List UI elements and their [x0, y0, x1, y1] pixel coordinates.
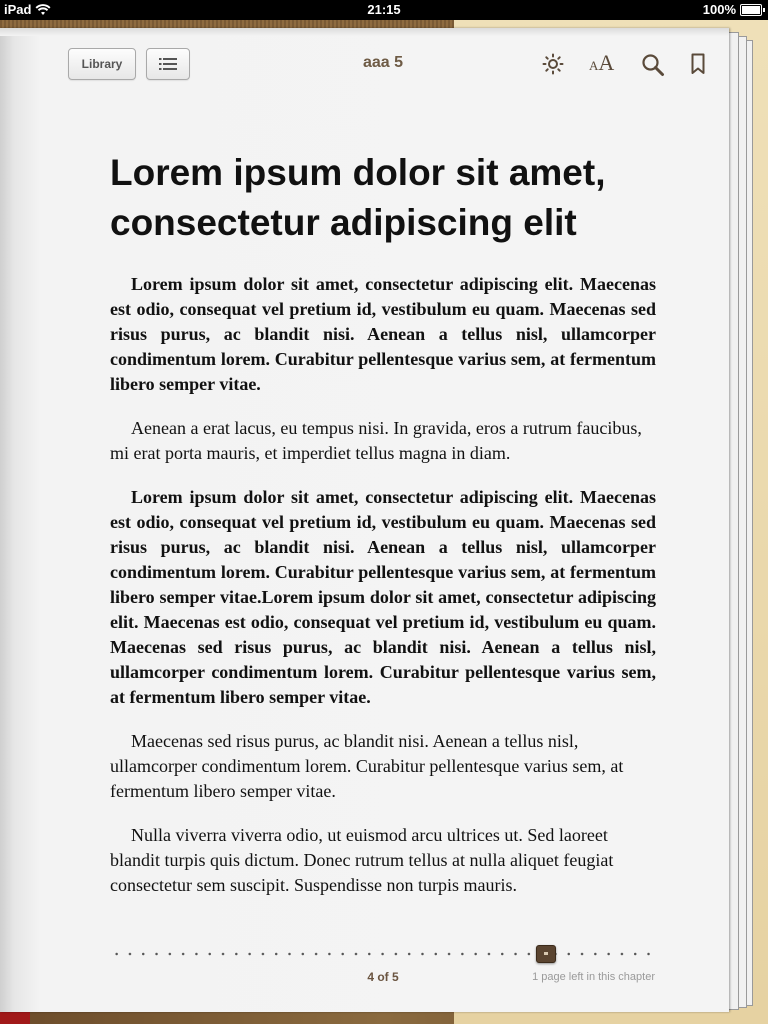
- page-scrubber-knob[interactable]: [536, 945, 556, 963]
- paragraph: Lorem ipsum dolor sit amet, consectetur adipiscing elit. Maecenas est odio, consequat vel pretium id, vestibulum eu quam. Maecenas sed risus purus, ac blandit nisi. Aenean a tellus nisl, ullamcorper condimentum lorem. Curabitur pellentesque varius sem, at fermentum libero semper vitae.: [110, 274, 656, 394]
- font-size-icon[interactable]: [589, 50, 614, 78]
- book-title: aaa 5: [362, 54, 404, 71]
- font-large-glyph: A: [598, 50, 615, 75]
- status-time: 21:15: [367, 2, 401, 17]
- pages-left-label: 1 page left in this chapter: [532, 971, 655, 983]
- font-small-glyph: A: [589, 58, 599, 73]
- battery-percent: 100%: [702, 2, 736, 17]
- paragraph: Aenean a erat lacus, eu tempus nisi. In gravida, eros a rutrum faucibus, mi erat porta mauris, et imperdiet tellus magna in diam.: [110, 418, 642, 463]
- brightness-icon[interactable]: [542, 53, 564, 75]
- page-scrubber-track[interactable]: [110, 950, 656, 958]
- paragraph: Nulla viverra viverra odio, ut euismod arcu ultrices ut. Sed laoreet blandit turpis quis dictum. Donec rutrum tellus at nulla aliquet feugiat consectetur sem suscipit. Suspendisse non turpis mauris.: [110, 825, 614, 895]
- battery-icon: [740, 4, 762, 16]
- paragraph: Lorem ipsum dolor sit amet, consectetur adipiscing elit. Maecenas est odio, consequat vel pretium id, vestibulum eu quam. Maecenas sed risus purus, ac blandit nisi. Aenean a tellus nisl, ullamcorper condimentum lorem. Curabitur pellentesque varius sem, at fermentum libero semper vitae.Lorem ipsum dolor sit amet, consectetur adipiscing elit. Maecenas est odio, consequat vel pretium id, vestibulum eu quam. Maecenas sed risus purus, ac blandit nisi. Aenean a tellus nisl, ullamcorper condimentum lorem. Curabitur pellentesque varius sem, at fermentum libero semper vitae.: [110, 487, 656, 707]
- chapter-title: Lorem ipsum dolor sit amet, consectetur adipiscing elit: [110, 152, 606, 243]
- library-button[interactable]: Library: [68, 48, 136, 80]
- bookmark-icon[interactable]: [691, 53, 705, 75]
- list-icon: [159, 57, 177, 71]
- device-label: iPad: [4, 2, 32, 17]
- search-icon[interactable]: [641, 53, 665, 77]
- page-indicator: 4 of 5: [367, 970, 399, 984]
- leather-edge: [0, 20, 454, 28]
- status-bar: [0, 0, 768, 20]
- chapter-body: [110, 272, 656, 917]
- paragraph: Maecenas sed risus purus, ac blandit nisi. Aenean a tellus nisl, ullamcorper condimentum lorem. Curabitur pellentesque varius sem, at fermentum libero semper vitae.: [110, 731, 624, 801]
- status-right: [703, 2, 762, 17]
- table-of-contents-button[interactable]: [146, 48, 190, 80]
